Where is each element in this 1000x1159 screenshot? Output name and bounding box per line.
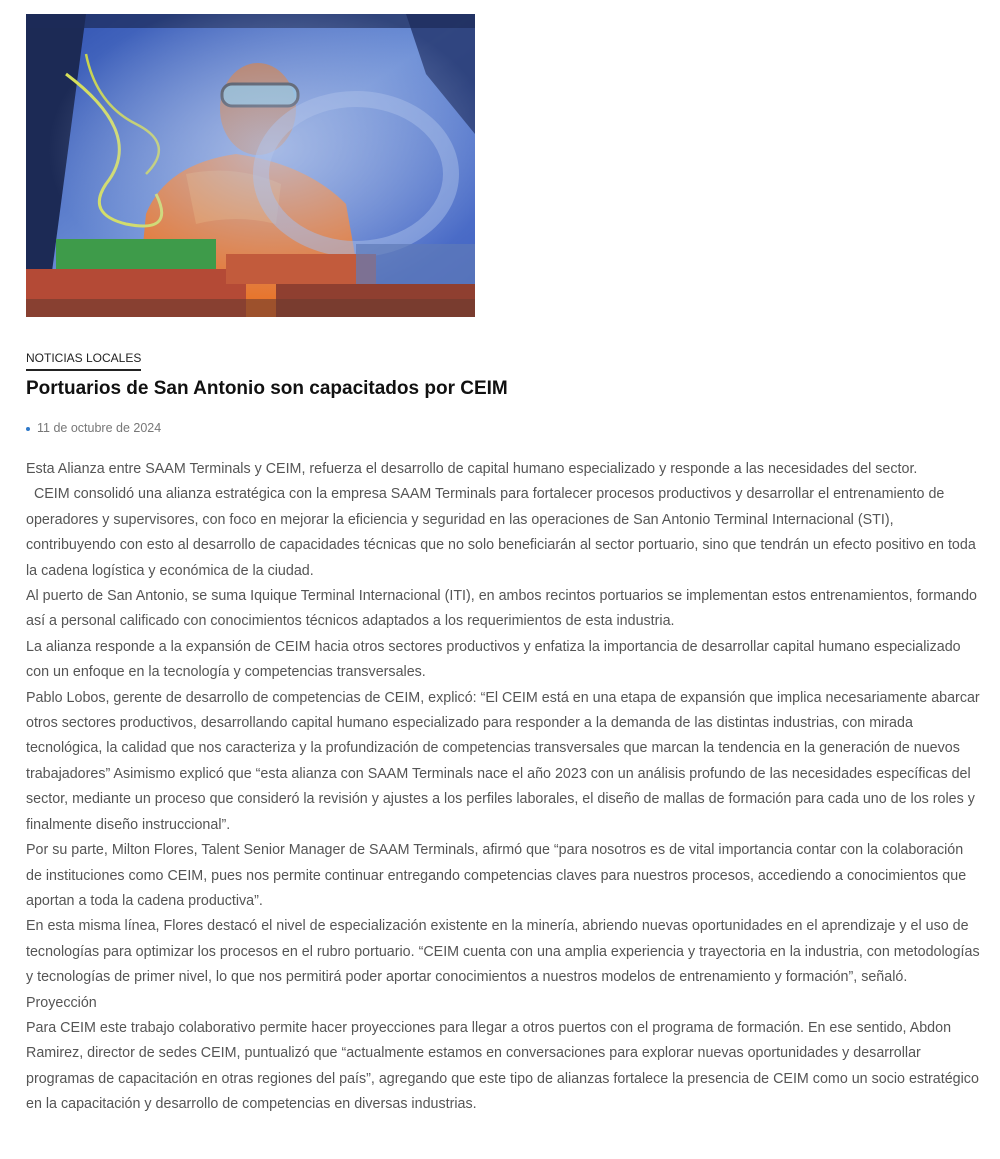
paragraph: Por su parte, Milton Flores, Talent Senior Manager de SAAM Terminals, afirmó que “para nosotros es de vital importancia contar con la colaboración de instituciones como CEIM, pues nos permite continuar entregando competencias claves para nuestros procesos, accediendo a conocimientos que aportan a toda la cadena productiva”. xyxy=(26,842,967,909)
article-title: Portuarios de San Antonio son capacitados por CEIM xyxy=(26,378,508,399)
paragraph: Al puerto de San Antonio, se suma Iquique Terminal Internacional (ITI), en ambos recintos portuarios se implementan estos entrenamientos, formando así a personal calificado con conocimientos técnicos adaptados a los requerimientos de esta industria. xyxy=(26,588,977,630)
paragraph: Para CEIM este trabajo colaborativo permite hacer proyecciones para llegar a otros puertos con el programa de formación. En ese sentido, Abdon Ramirez, director de sedes CEIM, puntualizó que “actualmente estamos en conversaciones para explorar nuevas oportunidades y desarrollar programas de capacitación en otras regiones del país”, agregando que este tipo de alianzas fortalece la presencia de CEIM como un socio estratégico en la capacitación y desarrollo de competencias en diversas industrias. xyxy=(26,1019,979,1113)
paragraph: CEIM consolidó una alianza estratégica con la empresa SAAM Terminals para fortalecer procesos productivos y desarrollar el entrenamiento de operadores y supervisores, con foco en mejorar la eficiencia y seguridad en las operaciones de San Antonio Terminal Internacional (STI), contribuyendo con esto al desarrollo de capacidades técnicas que no solo beneficiarán al sector portuario, sino que tendrán un efecto positivo en toda la cadena logística y económica de la ciudad. xyxy=(26,486,976,579)
publish-date: 11 de octubre de 2024 xyxy=(37,421,162,435)
paragraph: Pablo Lobos, gerente de desarrollo de competencias de CEIM, explicó: “El CEIM está en una etapa de expansión que implica necesariamente abarcar otros sectores productivos, desarrollando capital humano especializado para responder a la demanda de las distintas industrias, con mirada tecnológica, la calidad que nos caracteriza y la profundización de competencias transversales que marcan la tendencia en la generación de nuevos trabajadores” Asimismo explicó que “esta alianza con SAAM Terminals nace el año 2023 con un análisis profundo de las necesidades específicas del sector, mediante un proceso que consideró la revisión y ajustes a los perfiles laborales, el diseño de mallas de formación para cada uno de los roles y finalmente diseño instruccional”. xyxy=(26,689,980,833)
article-featured-image[interactable] xyxy=(26,14,475,317)
crane-operator-photo xyxy=(26,14,475,317)
section-heading-proyeccion: Proyección xyxy=(26,994,97,1011)
article-meta xyxy=(26,421,161,435)
paragraph: La alianza responde a la expansión de CEIM hacia otros sectores productivos y enfatiza la importancia de desarrollar capital humano especializado con un enfoque en la tecnología y competencias transversales. xyxy=(26,638,961,681)
category-link[interactable]: NOTICIAS LOCALES xyxy=(26,351,141,371)
paragraph: En esta misma línea, Flores destacó el nivel de especialización existente en la minería, abriendo nuevas oportunidades en el aprendizaje y el uso de tecnologías para optimizar los procesos en el rubro portuario. “CEIM cuenta con una amplia experiencia y trayectoria en la industria, con metodologías y tecnologías de primer nivel, lo que nos permitirá poder aportar conocimientos a nuestros modelos de entrenamiento y formación”, señaló. xyxy=(26,918,980,986)
date-bullet-icon xyxy=(26,427,30,431)
article-body xyxy=(26,457,982,1118)
paragraph-intro: Esta Alianza entre SAAM Terminals y CEIM, refuerza el desarrollo de capital humano especializado y responde a las necesidades del sector. xyxy=(26,461,918,477)
